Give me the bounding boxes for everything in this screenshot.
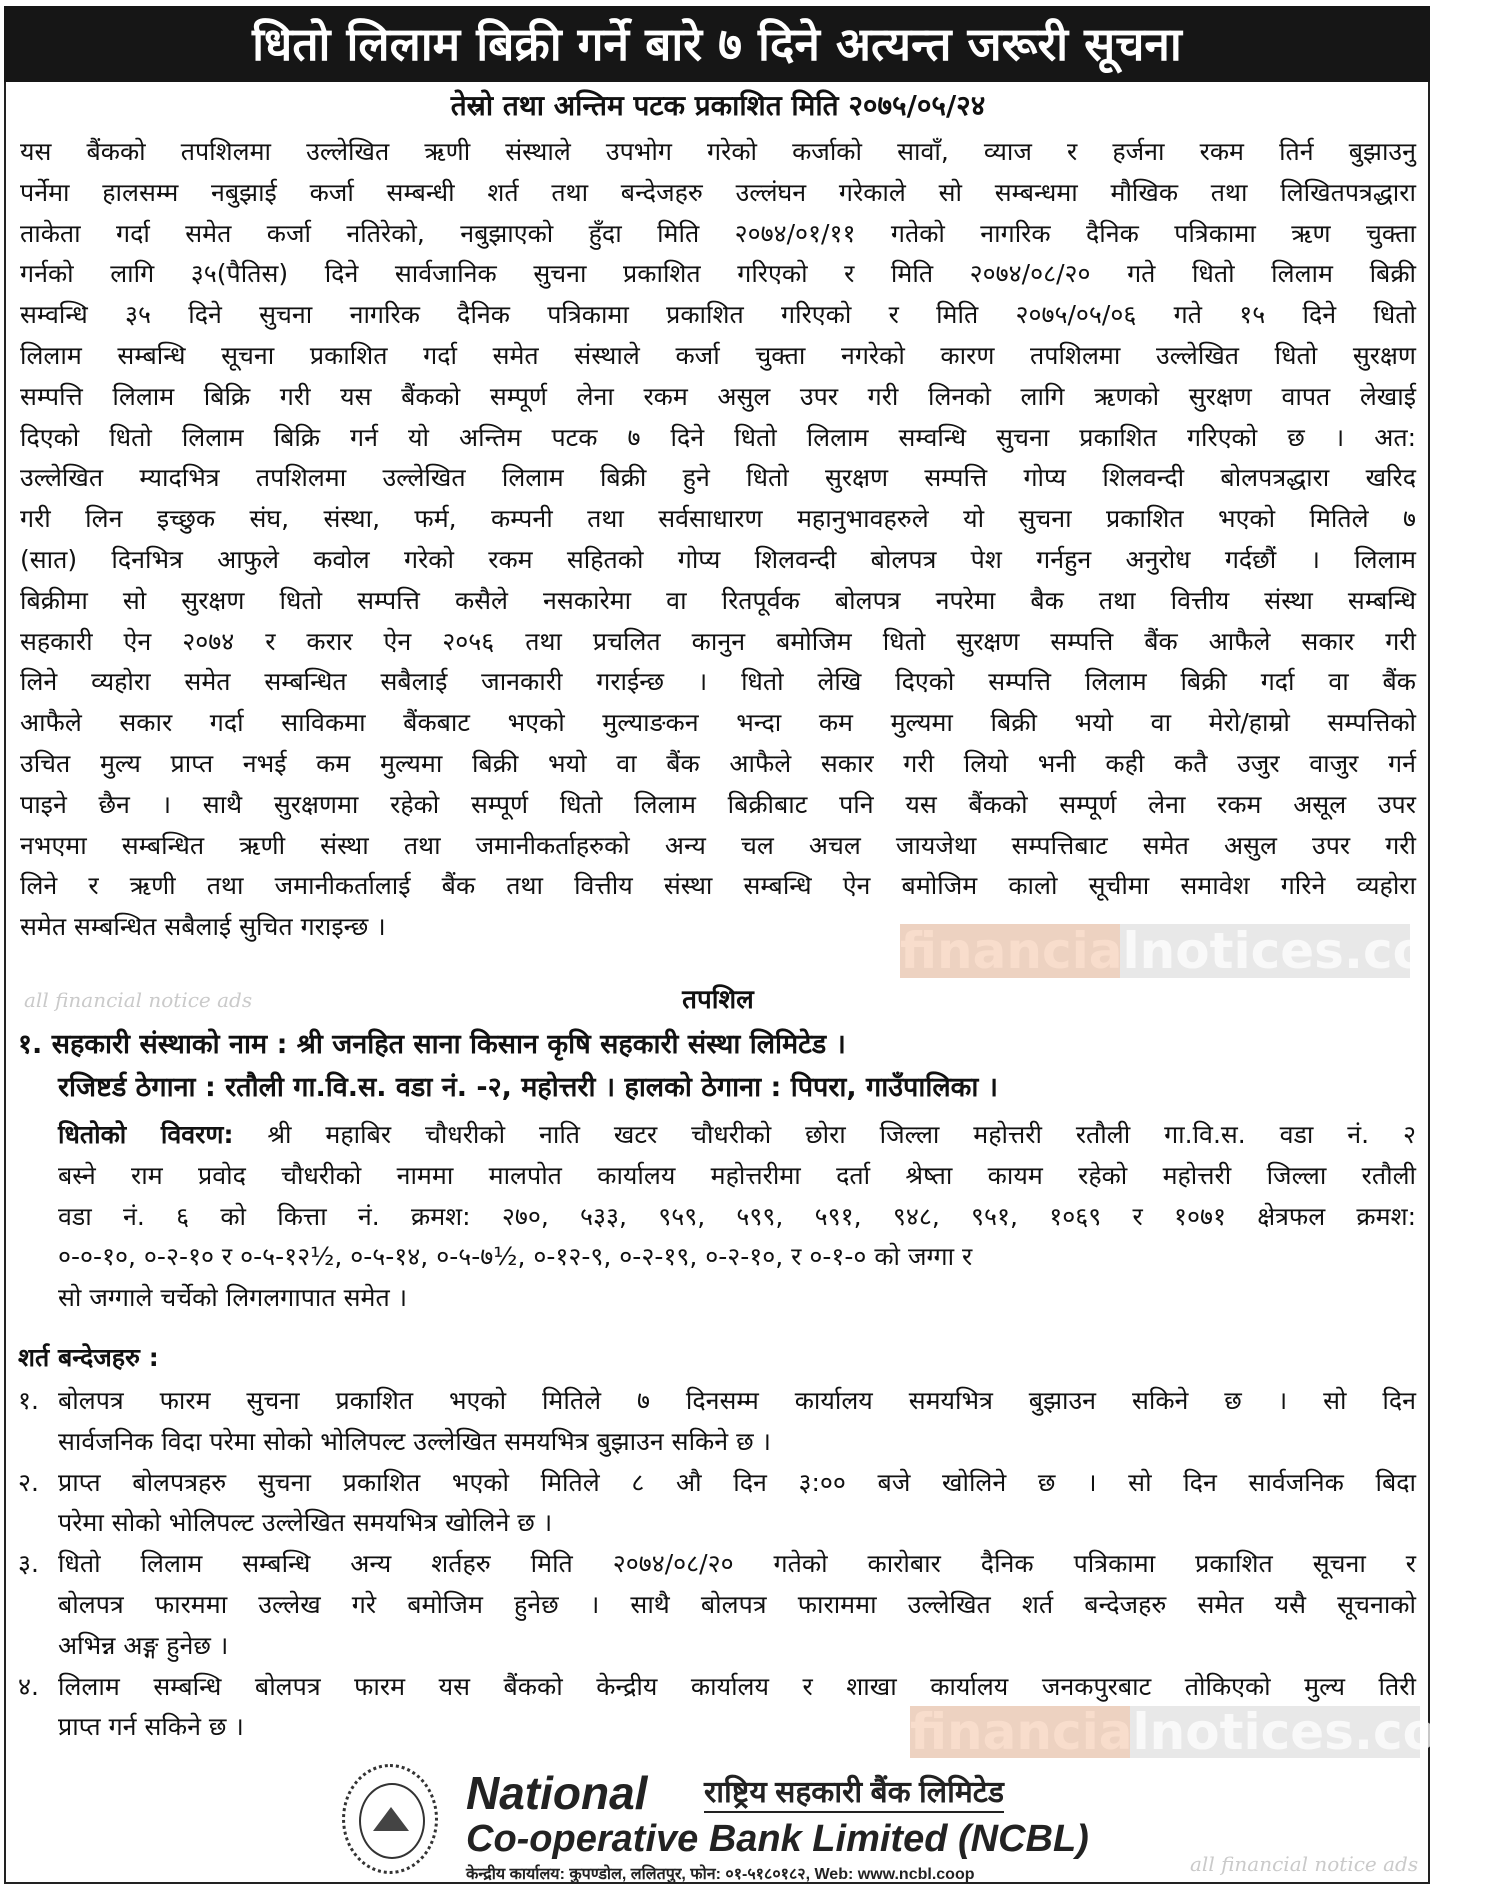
watermark-text-footer: financialnotices.com xyxy=(910,1703,1489,1761)
text-line: बोलपत्र फारममा उल्लेख गरे बमोजिम हुनेछ । साथै बोलपत्र फाराममा उल्लेखित शर्त बन्देजहरु समेत यसै सूचनाको xyxy=(58,1589,1416,1619)
condition-number: १. xyxy=(18,1386,39,1415)
text-line: ताकेता गर्दा समेत कर्जा नतिरेको, नबुझाएको हुँदा मिति २०७४/०१/११ गतेको नागरिक दैनिक पत्रिकामा ऋण चुक्ता xyxy=(20,218,1416,248)
brand-nepali-name: राष्ट्रिय सहकारी बैंक लिमिटेड xyxy=(704,1770,1004,1813)
text-line: पर्नेमा हालसम्म नबुझाई कर्जा सम्बन्धी शर्त तथा बन्देजहरु उल्लंघन गरेकाले सो सम्बन्धमा मौखिक तथा लिखितपत्रद्धारा xyxy=(20,177,1416,207)
text-line: बिक्रीमा सो सुरक्षण धितो सम्पत्ति कसैले नसकारेमा वा रितपूर्वक बोलपत्र नपरेमा बैक तथा वित्तीय संस्था सम्बन्धि xyxy=(20,585,1416,615)
publication-date-subtitle: तेस्रो तथा अन्तिम पटक प्रकाशित मिति २०७५/०५/२४ xyxy=(450,89,986,122)
condition-number: २. xyxy=(18,1467,39,1497)
text-line: बस्ने राम प्रवोद चौधरीको नाममा मालपोत कार्यालय महोत्तरीमा दर्ता श्रेष्ता कायम रहेको महोत्तरी जिल्ला रतौली xyxy=(58,1160,1416,1190)
bank-contact: केन्द्रीय कार्यालय: कुपण्डोल, ललितपुर, फोन: ०१-५१८०१८२, Web: www.ncbl.coop xyxy=(466,1866,975,1883)
text-line: लिने र ऋणी तथा जमानीकर्तालाई बैंक तथा वित्तीय संस्था सम्बन्धि ऐन बमोजिम कालो सूचीमा समावेश गरिने व्यहोरा xyxy=(20,871,1416,901)
watermark-text: financialnotices.com xyxy=(900,922,1480,980)
text-line: लिलाम सम्बन्धि सूचना प्रकाशित गर्दा समेत संस्थाले कर्जा चुक्ता नगरेको कारण तपशिलमा उल्लेखित धितो सुरक्षण xyxy=(20,340,1416,370)
text-line: बोलपत्र फारम सुचना प्रकाशित भएको मितिले ७ दिनसम्म कार्यालय समयभित्र बुझाउन सकिने छ । सो दिन xyxy=(58,1386,1416,1415)
watermark-accent xyxy=(900,924,1120,978)
text-line: लिलाम सम्बन्धि बोलपत्र फारम यस बैंकको केन्द्रीय कार्यालय र शाखा कार्यालय जनकपुरबाट तोकिएको मुल्य तिरी xyxy=(58,1671,1416,1701)
notice-title: धितो लिलाम बिक्री गर्ने बारे ७ दिने अत्यन्त जरूरी सूचना xyxy=(4,6,1430,82)
brand-english-full: Co-operative Bank Limited (NCBL) xyxy=(466,1818,1089,1860)
schedule-heading: तपशिल xyxy=(682,985,754,1015)
text-line: सो जग्गाले चर्चेको लिगलगापात समेत । xyxy=(58,1283,408,1313)
text-line: यस बैंकको तपशिलमा उल्लेखित ऋणी संस्थाले उपभोग गरेको कर्जाको सावाँ, व्याज र हर्जना रकम तिर्न बुझाउनु xyxy=(20,137,1416,166)
collateral-text: श्री महाबिर चौधरीको नाति खटर चौधरीको छोरा जिल्ला महोत्तरी रतौली गा.वि.स. वडा नं. २ xyxy=(267,1120,1416,1149)
text-line: समेत सम्बन्धित सबैलाई सुचित गराइन्छ । xyxy=(20,912,386,942)
conditions-heading: शर्त बन्देजहरु : xyxy=(18,1343,159,1372)
text-line: वडा नं. ६ को कित्ता नं. क्रमश: २७०, ५३३, ९५९, ५९९, ५९१, ९४८, ९५१, १०६९ र १०७१ क्षेत्रफल क्रमश: xyxy=(58,1201,1416,1231)
condition-number: ३. xyxy=(18,1549,39,1579)
text-line: दिएको धितो लिलाम बिक्रि गर्न यो अन्तिम पटक ७ दिने धितो लिलाम सम्वन्धि सुचना प्रकाशित गरिएको छ । अत: xyxy=(20,422,1416,452)
condition-item xyxy=(18,1381,1416,1463)
text-line: गरी लिन इच्छुक संघ, संस्था, फर्म, कम्पनी तथा सर्वसाधारण महानुभावहरुले यो सुचना प्रकाशित भएको मितिले ७ xyxy=(20,504,1416,534)
text-line: गर्नको लागि ३५(पैतिस) दिने सार्वजानिक सुचना प्रकाशित गरिएको र मिति २०७४/०८/२० गते धितो लिलाम बिक्री xyxy=(20,259,1416,289)
text-line: नभएमा सम्बन्धित ऋणी संस्था तथा जमानीकर्ताहरुको अन्य चल अचल जायजेथा सम्पत्तिबाट समेत असुल उपर गरी xyxy=(20,830,1416,860)
text-line: प्राप्त गर्न सकिने छ । xyxy=(58,1712,244,1742)
notice-body xyxy=(20,132,1416,948)
conditions-list xyxy=(18,1381,1416,1748)
collateral-label: धितोको विवरण: xyxy=(58,1120,234,1149)
cooperative-name: १. सहकारी संस्थाको नाम : श्री जनहित साना किसान कृषि सहकारी संस्था लिमिटेड । xyxy=(18,1029,846,1060)
text-line: सार्वजनिक विदा परेमा सोको भोलिपल्ट उल्लेखित समयभित्र बुझाउन सकिने छ । xyxy=(58,1426,772,1456)
watermark-accent-footer xyxy=(910,1706,1130,1758)
text-line: सहकारी ऐन २०७४ र करार ऐन २०५६ तथा प्रचलित कानुन बमोजिम धितो सुरक्षण सम्पत्ति बैंक आफैले सकार गरी xyxy=(20,626,1416,656)
condition-item xyxy=(18,1463,1416,1545)
text-line xyxy=(58,1115,1416,1156)
text-line: पाइने छैन । साथै सुरक्षणमा रहेको सम्पूर्ण धितो लिलाम बिक्रीबाट पनि यस बैंकको सम्पूर्ण लेना रकम असूल उपर xyxy=(20,789,1416,819)
brand-english-national: National xyxy=(466,1767,648,1819)
text-line: ०-०-१०, ०-२-१० र ०-५-१२½, ०-५-१४, ०-५-७½, ०-१२-९, ०-२-१९, ०-२-१०, र ०-१-० को जग्गा र xyxy=(58,1242,973,1272)
text-line: सम्वन्धि ३५ दिने सुचना नागरिक दैनिक पत्रिकामा प्रकाशित गरिएको र मिति २०७५/०५/०६ गते १५ दिने धितो xyxy=(20,300,1416,330)
watermark-tagline-footer: all financial notice ads xyxy=(1190,1852,1419,1876)
text-line: अभिन्न अङ्ग हुनेछ । xyxy=(58,1630,229,1660)
text-line: धितो लिलाम सम्बन्धि अन्य शर्तहरु मिति २०७४/०८/२० गतेको कारोबार दैनिक पत्रिकामा प्रकाशित सूचना र xyxy=(58,1549,1416,1579)
text-line: उचित मुल्य प्राप्त नभई कम मुल्यमा बिक्री भयो वा बैंक आफैले सकार गरी लियो भनी कही कतै उजुर वाजुर गर्न xyxy=(20,748,1416,778)
text-line: प्राप्त बोलपत्रहरु सुचना प्रकाशित भएको मितिले ८ औ दिन ३:०० बजे खोलिने छ । सो दिन सार्वजनिक बिदा xyxy=(58,1467,1416,1497)
watermark-tagline: all financial notice ads xyxy=(24,988,253,1012)
text-line: (सात) दिनभित्र आफुले कवोल गरेको रकम सहितको गोप्य शिलवन्दी बोलपत्र पेश गर्नहुन अनुरोध गर्दछौं । लिलाम xyxy=(20,544,1416,574)
condition-number: ४. xyxy=(18,1671,39,1701)
bank-logo-seal xyxy=(342,1764,438,1874)
registered-address: रजिष्टर्ड ठेगाना : रतौली गा.वि.स. वडा नं. -२, महोत्तरी । हालको ठेगाना : पिपरा, गाउँपालिका । xyxy=(58,1072,999,1103)
condition-item xyxy=(18,1544,1416,1666)
text-line: परेमा सोको भोलिपल्ट उल्लेखित समयभित्र खोलिने छ । xyxy=(58,1508,553,1538)
text-line: सम्पत्ति लिलाम बिक्रि गरी यस बैंकको सम्पूर्ण लेना रकम असुल उपर गरी लिनको लागि ऋणको सुरक्षण वापत लेखाई xyxy=(20,381,1416,411)
text-line: लिने व्यहोरा समेत सम्बन्धित सबैलाई जानकारी गराईन्छ । धितो लेखि दिएको सम्पत्ति लिलाम बिक्री गर्दा वा बैंक xyxy=(20,667,1416,697)
text-line: आफैले सकार गर्दा साविकमा बैंकबाट भएको मुल्याङकन भन्दा कम मुल्यमा बिक्री भयो वा मेरो/हाम्रो सम्पत्तिको xyxy=(20,708,1416,738)
collateral-details xyxy=(58,1115,1416,1319)
text-line: उल्लेखित म्यादभित्र तपशिलमा उल्लेखित लिलाम बिक्री हुने धितो सुरक्षण सम्पत्ति गोप्य शिलवन्दी बोलपत्रद्धारा खरिद xyxy=(20,463,1416,493)
